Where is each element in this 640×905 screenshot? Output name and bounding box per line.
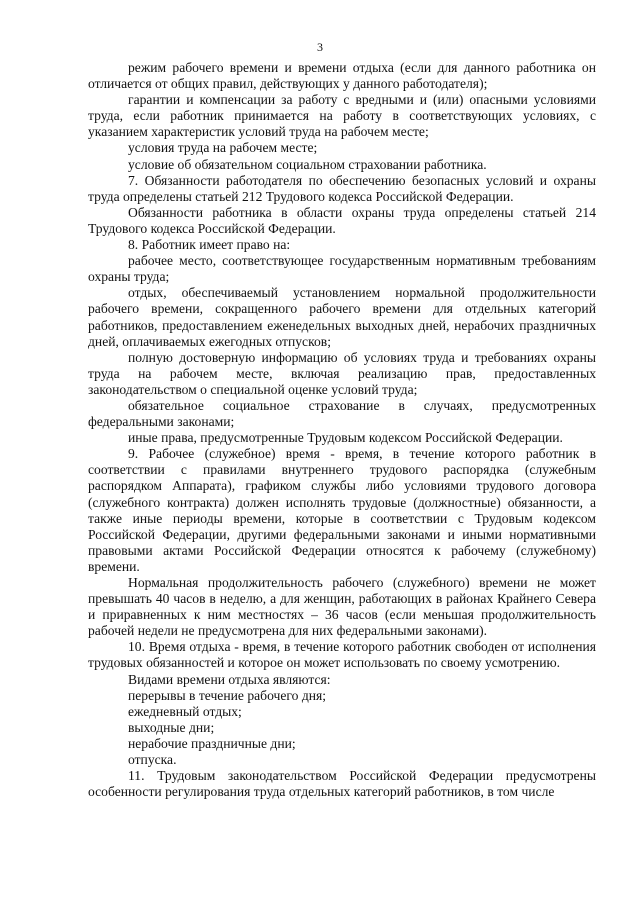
paragraph-section-7: 7. Обязанности работодателя по обеспечению безопасных условий и охраны труда определены статьей 212 Трудового кодекса Российской Федерации. [88,172,596,204]
paragraph-normal-hours: Нормальная продолжительность рабочего (служебного) времени не может превышать 40 часов в неделю, а для женщин, работающих в районах Крайнего Севера и приравненных к ним местностях – 36 часов (если меньшая продолжительность рабочей недели не предусмотрена для них федеральными законами). [88,575,596,639]
paragraph-right-information: полную достоверную информацию об условиях труда и требованиях охраны труда на рабочем месте, включая реализацию прав, предоставленных законодательством о специальной оценке условий труда; [88,349,596,397]
paragraph-right-insurance: обязательное социальное страхование в случаях, предусмотренных федеральными законами; [88,397,596,430]
list-item-weekends: выходные дни; [128,719,215,735]
page-number: 3 [317,40,323,54]
paragraph-work-schedule: режим рабочего времени и времени отдыха (если для данного работника он отличается от общих правил, действующих у данного работодателя); [88,60,596,92]
paragraph-employee-duties: Обязанности работника в области охраны труда определены статьей 214 Трудового кодекса Российской Федерации. [88,204,596,236]
document-body [88,60,596,800]
paragraph-section-8: 8. Работник имеет право на: [128,237,291,253]
paragraph-rest-types: Видами времени отдыха являются: [128,671,331,687]
list-item-daily-rest: ежедневный отдых; [128,703,242,719]
paragraph-right-rest: отдых, обеспечиваемый установлением нормальной продолжительности рабочего времени, сокращенного рабочего времени для отдельных категорий работников, предоставлением еженедельных выходных дней, нерабочих праздничных дней, оплачиваемых ежегодных отпусков; [88,285,596,349]
paragraph-working-conditions: условия труда на рабочем месте; [128,140,318,156]
paragraph-section-11: 11. Трудовым законодательством Российской Федерации предусмотрены особенности регулирования труда отдельных категорий работников, в том числе [88,768,596,800]
list-item-vacations: отпуска. [128,752,177,768]
paragraph-right-workplace: рабочее место, соответствующее государственным нормативным требованиям охраны труда; [88,253,596,285]
paragraph-guarantees: гарантии и компенсации за работу с вредными и (или) опасными условиями труда, если работник принимается на работу в соответствующих условиях, с указанием характеристик условий труда на рабочем месте; [88,92,596,140]
paragraph-social-insurance: условие об обязательном социальном страховании работника. [128,156,487,172]
list-item-holidays: нерабочие праздничные дни; [128,735,296,751]
paragraph-section-10: 10. Время отдыха - время, в течение которого работник свободен от исполнения трудовых обязанностей и которое он может использовать по своему усмотрению. [88,639,596,671]
paragraph-right-other: иные права, предусмотренные Трудовым кодексом Российской Федерации. [128,430,563,446]
paragraph-section-9: 9. Рабочее (служебное) время - время, в течение которого работник в соответствии с правилами внутреннего трудового распорядка (служебным распорядком Аппарата), графиком службы либо условиями трудового договора (служебного контракта) должен исполнять трудовые (должностные) обязанности, а также иные периоды времени, которые в соответствии с Трудовым кодексом Российской Федерации, другими федеральными законами и иными нормативными правовыми актами Российской Федерации относятся к рабочему (служебному) времени. [88,446,596,574]
list-item-breaks: перерывы в течение рабочего дня; [128,687,327,703]
